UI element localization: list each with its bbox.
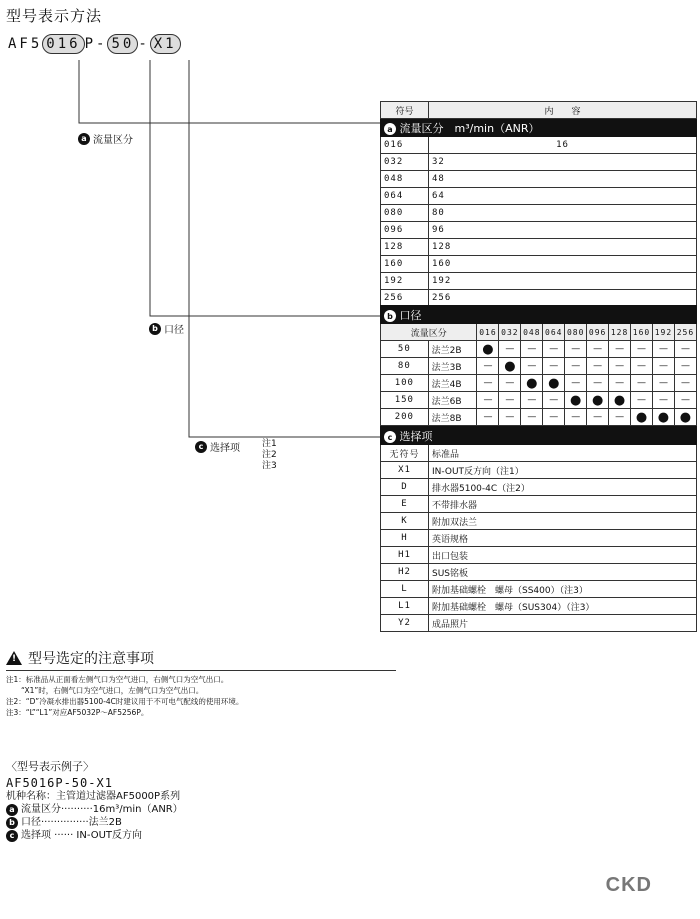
- flow-value: 80: [429, 205, 697, 222]
- port-mark: ●: [631, 409, 653, 426]
- flow-value: 32: [429, 154, 697, 171]
- port-mark: —: [631, 375, 653, 392]
- port-mark: —: [674, 358, 696, 375]
- port-mark: —: [674, 392, 696, 409]
- flow-value: 48: [429, 171, 697, 188]
- port-mark: —: [587, 409, 609, 426]
- flow-row: [381, 222, 697, 239]
- option-desc: 附加基础螺栓 螺母（SS400）（注3）: [429, 581, 697, 598]
- caution-line: 注1：标准品从正面看左侧气口为空气进口，右侧气口为空气出口。: [6, 675, 229, 684]
- port-mark: ●: [674, 409, 696, 426]
- option-desc: 附加双法兰: [429, 513, 697, 530]
- example-item-a: a 流量区分··········16m³/min（ANR）: [6, 803, 183, 816]
- model-part-a: 016: [42, 34, 84, 54]
- option-desc: SUS铭板: [429, 564, 697, 581]
- port-desc: 法兰2B: [428, 341, 477, 358]
- option-desc: 标准品: [429, 445, 697, 462]
- port-mark: ●: [652, 409, 674, 426]
- option-desc: IN-OUT反方向（注1）: [429, 462, 697, 479]
- port-code: 50: [381, 341, 429, 358]
- port-mark: —: [565, 409, 587, 426]
- port-desc: 法兰3B: [428, 358, 477, 375]
- option-row: [381, 598, 697, 615]
- flow-code: 016: [381, 137, 429, 154]
- port-col-header: 128: [609, 324, 631, 341]
- model-sep-1: P-: [84, 36, 108, 52]
- example-item-b: b 口径···············法兰2B: [6, 816, 183, 829]
- port-code: 80: [381, 358, 429, 375]
- flow-code: 192: [381, 273, 429, 290]
- port-mark: —: [499, 341, 521, 358]
- port-mark: —: [587, 375, 609, 392]
- option-row: [381, 530, 697, 547]
- flow-value: 128: [429, 239, 697, 256]
- flow-row: [381, 188, 697, 205]
- flow-row: [381, 290, 697, 307]
- port-mark: ●: [521, 375, 543, 392]
- port-desc: 法兰8B: [428, 409, 477, 426]
- caution-title: 型号选定的注意事项: [28, 651, 154, 667]
- flow-code: 080: [381, 205, 429, 222]
- option-code: H: [381, 530, 429, 547]
- option-row: [381, 615, 697, 632]
- example-item-c: c 选择项 ······ IN-OUT反方向: [6, 829, 183, 842]
- port-mark: ●: [499, 358, 521, 375]
- flow-row: [381, 154, 697, 171]
- port-mark: —: [652, 375, 674, 392]
- port-mark: —: [609, 358, 631, 375]
- flow-code: 032: [381, 154, 429, 171]
- model-sep-2: -: [138, 36, 150, 52]
- port-mark: —: [477, 358, 499, 375]
- port-code: 150: [381, 392, 429, 409]
- port-mark: —: [565, 341, 587, 358]
- flow-value: 192: [429, 273, 697, 290]
- port-mark: —: [609, 375, 631, 392]
- option-row: [381, 479, 697, 496]
- port-mark: ●: [587, 392, 609, 409]
- flow-row: [381, 273, 697, 290]
- port-mark: —: [521, 409, 543, 426]
- option-code: H1: [381, 547, 429, 564]
- port-col-header: 192: [652, 324, 674, 341]
- option-desc: 附加基础螺栓 螺母（SUS304）（注3）: [429, 598, 697, 615]
- caution-section: [6, 648, 396, 718]
- option-code: E: [381, 496, 429, 513]
- b-icon: b: [6, 817, 18, 829]
- port-mark: —: [499, 375, 521, 392]
- port-mark: —: [499, 409, 521, 426]
- flow-table: 符号 内 容 a 流量区分 m³/min（ANR） 016 16 032 32 048 48 064 64 080 80 096 96 128 128 160 160 192 192 256 256: [380, 101, 697, 307]
- port-col-header: 080: [565, 324, 587, 341]
- port-mark: —: [543, 409, 565, 426]
- example-model-name: 机种名称：主管道过滤器AF5000P系列: [6, 791, 181, 802]
- flow-row: [381, 137, 697, 154]
- option-row: [381, 564, 697, 581]
- port-col-header: 032: [499, 324, 521, 341]
- option-code: Y2: [381, 615, 429, 632]
- option-code: L: [381, 581, 429, 598]
- flow-code: 160: [381, 256, 429, 273]
- option-row: [381, 445, 697, 462]
- port-mark: —: [543, 358, 565, 375]
- label-options: c 选择项: [195, 439, 240, 454]
- port-row: [381, 409, 697, 426]
- port-mark: —: [674, 375, 696, 392]
- port-mark: ●: [609, 392, 631, 409]
- flow-code: 096: [381, 222, 429, 239]
- port-mark: ●: [477, 341, 499, 358]
- option-code: 无符号: [381, 445, 429, 462]
- option-row: [381, 496, 697, 513]
- brand-logo: CKD: [605, 874, 652, 896]
- option-code: H2: [381, 564, 429, 581]
- port-col-header: 064: [543, 324, 565, 341]
- port-col-header: 016: [477, 324, 499, 341]
- label-port: b 口径: [149, 321, 184, 336]
- option-row: [381, 547, 697, 564]
- option-row: [381, 462, 697, 479]
- label-flow: a 流量区分: [78, 131, 133, 146]
- option-code: X1: [381, 462, 429, 479]
- option-notes: 注1 注2 注3: [262, 439, 277, 471]
- port-mark: —: [477, 409, 499, 426]
- port-mark: —: [587, 341, 609, 358]
- page-title: 型号表示方法: [6, 7, 103, 25]
- port-mark: —: [652, 341, 674, 358]
- option-code: L1: [381, 598, 429, 615]
- port-col-header: 096: [587, 324, 609, 341]
- flow-row: [381, 205, 697, 222]
- port-mark: —: [477, 375, 499, 392]
- option-row: [381, 581, 697, 598]
- port-code: 100: [381, 375, 429, 392]
- port-mark: —: [587, 358, 609, 375]
- port-row: [381, 358, 697, 375]
- port-mark: —: [543, 392, 565, 409]
- flow-row: [381, 171, 697, 188]
- port-table: b 口径 流量区分 016 032 048 064 080 096 128 160 192 256 50 法兰2B ● — — — — — — — — — 80 法兰3B — ● — — — — — — — — 100 法兰4B — — ● ● — — — — — — 150 法兰6B — — — — ● ● ● — — — 200 法兰8B — — — — — — — ● ● ●: [380, 305, 697, 426]
- port-mark: —: [565, 358, 587, 375]
- model-part-b: 50: [107, 34, 138, 54]
- port-mark: —: [631, 341, 653, 358]
- port-row: [381, 375, 697, 392]
- port-mark: —: [543, 341, 565, 358]
- port-mark: —: [565, 375, 587, 392]
- port-desc: 法兰4B: [428, 375, 477, 392]
- c-icon: c: [195, 441, 207, 453]
- port-mark: —: [652, 358, 674, 375]
- flow-code: 256: [381, 290, 429, 307]
- port-mark: —: [674, 341, 696, 358]
- example-code: AF5016P-50-X1: [6, 776, 113, 790]
- port-row: [381, 341, 697, 358]
- option-desc: 英语规格: [429, 530, 697, 547]
- option-code: K: [381, 513, 429, 530]
- c-icon: c: [6, 830, 18, 842]
- port-mark: ●: [543, 375, 565, 392]
- warning-icon: !: [6, 651, 22, 665]
- port-mark: —: [521, 358, 543, 375]
- model-part-c: X1: [150, 34, 181, 54]
- port-mark: —: [609, 409, 631, 426]
- port-mark: —: [631, 392, 653, 409]
- port-mark: —: [521, 341, 543, 358]
- flow-value: 16: [429, 137, 697, 154]
- option-desc: 排水器5100-4C（注2）: [429, 479, 697, 496]
- port-row: [381, 392, 697, 409]
- port-mark: —: [499, 392, 521, 409]
- option-row: [381, 513, 697, 530]
- port-desc: 法兰6B: [428, 392, 477, 409]
- b-icon: b: [149, 323, 161, 335]
- port-mark: —: [631, 358, 653, 375]
- caution-line: 注2：“D”冷凝水排出器5100-4C时建议用于不可电气配线的使用环境。: [6, 697, 244, 706]
- port-mark: —: [477, 392, 499, 409]
- port-mark: —: [652, 392, 674, 409]
- options-table: c 选择项 无符号 标准品 X1 IN-OUT反方向（注1） D 排水器5100-4C（注2） E 不带排水器 K 附加双法兰 H 英语规格 H1 出口包装 H2 SUS铭板 L 附加基础螺栓 螺母（SS400）（注3） L1 附加基础螺栓 螺母（SUS304）（注3） Y2 成品照片: [380, 426, 697, 632]
- flow-value: 256: [429, 290, 697, 307]
- flow-code: 048: [381, 171, 429, 188]
- port-code: 200: [381, 409, 429, 426]
- port-mark: —: [609, 341, 631, 358]
- flow-value: 96: [429, 222, 697, 239]
- flow-code: 128: [381, 239, 429, 256]
- caution-line: “X1”时，右侧气口为空气进口，左侧气口为空气出口。: [6, 686, 204, 695]
- port-col-header: 160: [631, 324, 653, 341]
- caution-line: 注3：“L”“L1”对应AF5032P～AF5256P。: [6, 708, 149, 717]
- option-desc: 成品照片: [429, 615, 697, 632]
- example-heading: 〈型号表示例子〉: [6, 760, 94, 773]
- flow-code: 064: [381, 188, 429, 205]
- model-prefix: AF5: [8, 36, 43, 52]
- port-col-header: 048: [521, 324, 543, 341]
- option-desc: 出口包装: [429, 547, 697, 564]
- flow-row: [381, 256, 697, 273]
- option-desc: 不带排水器: [429, 496, 697, 513]
- port-mark: —: [521, 392, 543, 409]
- port-col-header: 256: [674, 324, 696, 341]
- a-icon: a: [6, 804, 18, 816]
- a-icon: a: [78, 133, 90, 145]
- flow-value: 64: [429, 188, 697, 205]
- flow-row: [381, 239, 697, 256]
- option-code: D: [381, 479, 429, 496]
- flow-value: 160: [429, 256, 697, 273]
- example-section: [6, 760, 183, 842]
- port-mark: ●: [565, 392, 587, 409]
